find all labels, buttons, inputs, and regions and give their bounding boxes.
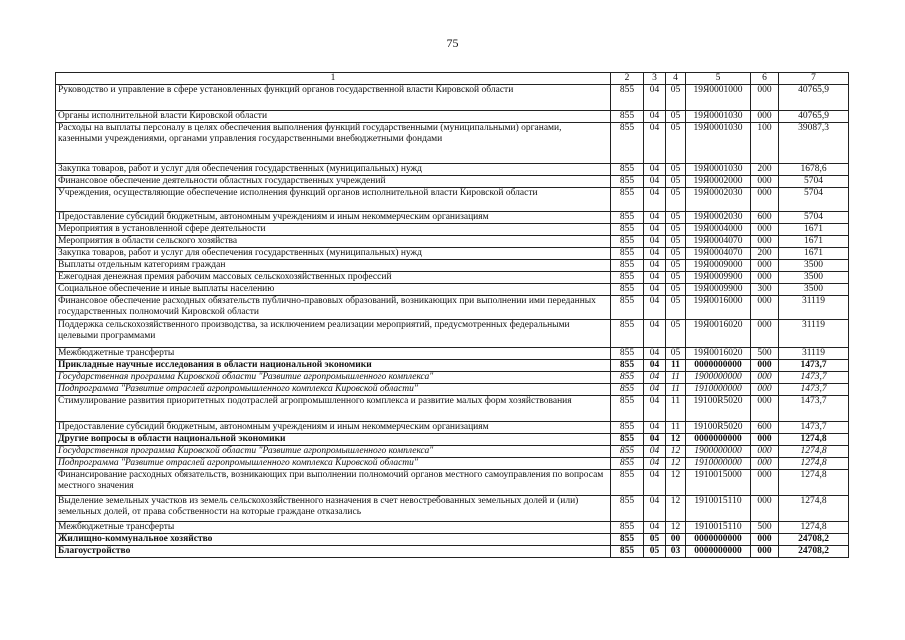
row-ministry-code: 855	[611, 360, 644, 372]
row-target-article: 19Я0016020	[686, 348, 751, 360]
row-ministry-code: 855	[611, 111, 644, 123]
column-header: 1	[56, 73, 611, 85]
row-ministry-code: 855	[611, 236, 644, 248]
row-expense-type: 000	[751, 360, 779, 372]
row-expense-type: 000	[751, 176, 779, 188]
row-amount: 1473,7	[779, 360, 849, 372]
row-expense-type: 000	[751, 470, 779, 496]
row-amount: 31119	[779, 348, 849, 360]
row-ministry-code: 855	[611, 546, 644, 558]
row-target-article: 0000000000	[686, 434, 751, 446]
row-amount: 1274,8	[779, 470, 849, 496]
row-target-article: 0000000000	[686, 360, 751, 372]
row-name: Мероприятия в области сельского хозяйства	[56, 236, 611, 248]
column-header: 4	[666, 73, 686, 85]
row-target-article: 1900000000	[686, 372, 751, 384]
row-expense-type: 300	[751, 284, 779, 296]
row-amount: 3500	[779, 260, 849, 272]
row-section-code: 04	[644, 260, 666, 272]
row-amount: 40765,9	[779, 85, 849, 111]
row-amount: 5704	[779, 188, 849, 212]
row-section-code: 04	[644, 85, 666, 111]
row-expense-type: 200	[751, 164, 779, 176]
row-amount: 1678,6	[779, 164, 849, 176]
row-ministry-code: 855	[611, 272, 644, 284]
row-section-code: 04	[644, 422, 666, 434]
row-ministry-code: 855	[611, 396, 644, 422]
row-ministry-code: 855	[611, 534, 644, 546]
row-section-code: 04	[644, 458, 666, 470]
row-target-article: 1910015110	[686, 496, 751, 522]
column-header: 7	[779, 73, 849, 85]
row-amount: 24708,2	[779, 534, 849, 546]
row-subsection-code: 05	[666, 123, 686, 164]
row-subsection-code: 12	[666, 446, 686, 458]
row-subsection-code: 05	[666, 320, 686, 348]
row-target-article: 19100R5020	[686, 396, 751, 422]
row-subsection-code: 00	[666, 534, 686, 546]
row-amount: 1274,8	[779, 434, 849, 446]
row-subsection-code: 05	[666, 296, 686, 320]
row-expense-type: 000	[751, 188, 779, 212]
row-amount: 40765,9	[779, 111, 849, 123]
row-section-code: 04	[644, 188, 666, 212]
row-name: Органы исполнительной власти Кировской области	[56, 111, 611, 123]
row-target-article: 19Я0002030	[686, 212, 751, 224]
table-row	[56, 176, 849, 188]
row-section-code: 04	[644, 123, 666, 164]
row-name: Закупка товаров, работ и услуг для обеспечения государственных (муниципальных) нужд	[56, 164, 611, 176]
row-section-code: 04	[644, 212, 666, 224]
row-expense-type: 000	[751, 434, 779, 446]
table-row	[56, 85, 849, 111]
row-target-article: 19Я0016020	[686, 320, 751, 348]
row-target-article: 19Я0009900	[686, 272, 751, 284]
row-target-article: 1900000000	[686, 446, 751, 458]
table-row	[56, 212, 849, 224]
row-section-code: 04	[644, 384, 666, 396]
row-expense-type: 000	[751, 446, 779, 458]
row-name: Финансовое обеспечение деятельности областных государственных учреждений	[56, 176, 611, 188]
row-ministry-code: 855	[611, 248, 644, 260]
row-name: Финансирование расходных обязательств, возникающих при выполнении полномочий органов местного самоуправления по вопросам местного значения	[56, 470, 611, 496]
row-section-code: 04	[644, 284, 666, 296]
row-name: Ежегодная денежная премия рабочим массовых сельскохозяйственных профессий	[56, 272, 611, 284]
row-amount: 1274,8	[779, 522, 849, 534]
row-ministry-code: 855	[611, 384, 644, 396]
row-name: Межбюджетные трансферты	[56, 348, 611, 360]
row-ministry-code: 855	[611, 85, 644, 111]
row-subsection-code: 05	[666, 176, 686, 188]
row-subsection-code: 11	[666, 372, 686, 384]
row-ministry-code: 855	[611, 164, 644, 176]
row-name: Расходы на выплаты персоналу в целях обеспечения выполнения функций государственными (муниципальными) органами, казенными учреждениями, органами управления государственными внебюджетными фондами	[56, 123, 611, 164]
row-section-code: 04	[644, 236, 666, 248]
row-ministry-code: 855	[611, 260, 644, 272]
row-subsection-code: 12	[666, 434, 686, 446]
row-subsection-code: 05	[666, 236, 686, 248]
row-expense-type: 500	[751, 348, 779, 360]
row-name: Мероприятия в установленной сфере деятельности	[56, 224, 611, 236]
row-section-code: 04	[644, 360, 666, 372]
row-section-code: 04	[644, 176, 666, 188]
page-number: 75	[446, 36, 459, 50]
table-row	[56, 296, 849, 320]
row-target-article: 19Я0016000	[686, 296, 751, 320]
row-target-article: 19Я0009000	[686, 260, 751, 272]
row-name: Руководство и управление в сфере установленных функций органов государственной власти Кировской области	[56, 85, 611, 111]
row-section-code: 04	[644, 164, 666, 176]
row-name: Социальное обеспечение и иные выплаты населению	[56, 284, 611, 296]
row-name: Межбюджетные трансферты	[56, 522, 611, 534]
table-row	[56, 396, 849, 422]
row-section-code: 04	[644, 111, 666, 123]
row-name: Закупка товаров, работ и услуг для обеспечения государственных (муниципальных) нужд	[56, 248, 611, 260]
row-section-code: 04	[644, 272, 666, 284]
row-subsection-code: 05	[666, 224, 686, 236]
table-row	[56, 188, 849, 212]
table-row	[56, 320, 849, 348]
row-subsection-code: 11	[666, 396, 686, 422]
row-expense-type: 000	[751, 272, 779, 284]
row-amount: 1473,7	[779, 372, 849, 384]
row-section-code: 04	[644, 248, 666, 260]
row-target-article: 19100R5020	[686, 422, 751, 434]
row-amount: 1473,7	[779, 422, 849, 434]
row-name: Подпрограмма "Развитие отраслей агропромышленного комплекса Кировской области"	[56, 458, 611, 470]
table-row	[56, 458, 849, 470]
table-row	[56, 260, 849, 272]
row-amount: 1274,8	[779, 496, 849, 522]
row-target-article: 19Я0002000	[686, 176, 751, 188]
row-amount: 1274,8	[779, 458, 849, 470]
row-name: Предоставление субсидий бюджетным, автономным учреждениям и иным некоммерческим организациям	[56, 212, 611, 224]
row-subsection-code: 12	[666, 496, 686, 522]
row-target-article: 19Я0004070	[686, 236, 751, 248]
row-section-code: 04	[644, 496, 666, 522]
row-amount: 39087,3	[779, 123, 849, 164]
table-row	[56, 422, 849, 434]
row-section-code: 04	[644, 320, 666, 348]
table-row	[56, 434, 849, 446]
table-row	[56, 284, 849, 296]
table-row	[56, 224, 849, 236]
row-expense-type: 000	[751, 236, 779, 248]
row-name: Выделение земельных участков из земель сельскохозяйственного назначения в счет невостребованных земельных долей и (или) земельных долей, от права собственности на которые граждане отказались	[56, 496, 611, 522]
row-target-article: 0000000000	[686, 534, 751, 546]
row-section-code: 05	[644, 534, 666, 546]
row-expense-type: 100	[751, 123, 779, 164]
row-amount: 1671	[779, 236, 849, 248]
row-ministry-code: 855	[611, 296, 644, 320]
row-section-code: 04	[644, 446, 666, 458]
row-ministry-code: 855	[611, 188, 644, 212]
row-subsection-code: 05	[666, 85, 686, 111]
row-amount: 3500	[779, 272, 849, 284]
row-subsection-code: 11	[666, 384, 686, 396]
row-subsection-code: 05	[666, 164, 686, 176]
row-amount: 31119	[779, 296, 849, 320]
table-row	[56, 360, 849, 372]
row-name: Другие вопросы в области национальной экономики	[56, 434, 611, 446]
column-header: 2	[611, 73, 644, 85]
row-subsection-code: 05	[666, 348, 686, 360]
row-ministry-code: 855	[611, 434, 644, 446]
table-row	[56, 111, 849, 123]
row-section-code: 04	[644, 396, 666, 422]
row-subsection-code: 05	[666, 272, 686, 284]
row-amount: 1274,8	[779, 446, 849, 458]
row-ministry-code: 855	[611, 522, 644, 534]
table-row	[56, 546, 849, 558]
row-name: Подпрограмма "Развитие отраслей агропромышленного комплекса Кировской области"	[56, 384, 611, 396]
table-row	[56, 164, 849, 176]
row-expense-type: 600	[751, 212, 779, 224]
row-subsection-code: 11	[666, 360, 686, 372]
row-ministry-code: 855	[611, 284, 644, 296]
row-expense-type: 200	[751, 248, 779, 260]
row-subsection-code: 11	[666, 422, 686, 434]
table-row	[56, 534, 849, 546]
row-subsection-code: 12	[666, 470, 686, 496]
row-subsection-code: 05	[666, 284, 686, 296]
row-expense-type: 600	[751, 422, 779, 434]
row-expense-type: 000	[751, 372, 779, 384]
column-header: 5	[686, 73, 751, 85]
row-section-code: 04	[644, 434, 666, 446]
row-expense-type: 000	[751, 458, 779, 470]
row-ministry-code: 855	[611, 446, 644, 458]
table-row	[56, 272, 849, 284]
row-ministry-code: 855	[611, 320, 644, 348]
row-expense-type: 000	[751, 534, 779, 546]
row-ministry-code: 855	[611, 123, 644, 164]
row-expense-type: 000	[751, 396, 779, 422]
row-expense-type: 000	[751, 546, 779, 558]
row-expense-type: 000	[751, 296, 779, 320]
row-amount: 5704	[779, 212, 849, 224]
row-amount: 1671	[779, 224, 849, 236]
table-row	[56, 123, 849, 164]
row-amount: 24708,2	[779, 546, 849, 558]
row-ministry-code: 855	[611, 496, 644, 522]
row-amount: 5704	[779, 176, 849, 188]
row-name: Прикладные научные исследования в области национальной экономики	[56, 360, 611, 372]
row-target-article: 19Я0009900	[686, 284, 751, 296]
row-target-article: 19Я0002030	[686, 188, 751, 212]
row-expense-type: 000	[751, 85, 779, 111]
row-subsection-code: 05	[666, 212, 686, 224]
row-expense-type: 000	[751, 496, 779, 522]
row-amount: 1473,7	[779, 384, 849, 396]
row-expense-type: 000	[751, 320, 779, 348]
row-subsection-code: 12	[666, 458, 686, 470]
row-section-code: 04	[644, 522, 666, 534]
row-ministry-code: 855	[611, 422, 644, 434]
table-row	[56, 446, 849, 458]
row-expense-type: 500	[751, 522, 779, 534]
row-expense-type: 000	[751, 111, 779, 123]
row-target-article: 19Я0004070	[686, 248, 751, 260]
row-subsection-code: 05	[666, 188, 686, 212]
row-amount: 31119	[779, 320, 849, 348]
row-section-code: 04	[644, 372, 666, 384]
row-amount: 1473,7	[779, 396, 849, 422]
table-row	[56, 348, 849, 360]
row-subsection-code: 05	[666, 248, 686, 260]
row-name: Поддержка сельскохозяйственного производства, за исключением реализации мероприятий, предусмотренных федеральными целевыми программами	[56, 320, 611, 348]
row-target-article: 1910000000	[686, 458, 751, 470]
table-row	[56, 372, 849, 384]
budget-table	[55, 72, 849, 558]
row-section-code: 05	[644, 546, 666, 558]
row-target-article: 1910015000	[686, 470, 751, 496]
row-expense-type: 000	[751, 384, 779, 396]
row-name: Стимулирование развития приоритетных подотраслей агропромышленного комплекса и развитие малых форм хозяйствования	[56, 396, 611, 422]
row-subsection-code: 12	[666, 522, 686, 534]
row-subsection-code: 05	[666, 260, 686, 272]
row-ministry-code: 855	[611, 176, 644, 188]
row-expense-type: 000	[751, 224, 779, 236]
row-name: Благоустройство	[56, 546, 611, 558]
row-ministry-code: 855	[611, 224, 644, 236]
row-ministry-code: 855	[611, 372, 644, 384]
row-section-code: 04	[644, 224, 666, 236]
column-header: 6	[751, 73, 779, 85]
row-section-code: 04	[644, 296, 666, 320]
row-ministry-code: 855	[611, 458, 644, 470]
row-target-article: 19Я0001030	[686, 164, 751, 176]
table-row	[56, 248, 849, 260]
row-ministry-code: 855	[611, 470, 644, 496]
row-ministry-code: 855	[611, 348, 644, 360]
row-ministry-code: 855	[611, 212, 644, 224]
row-name: Государственная программа Кировской области "Развитие агропромышленного комплекса"	[56, 446, 611, 458]
row-target-article: 19Я0001030	[686, 111, 751, 123]
row-target-article: 1910000000	[686, 384, 751, 396]
row-target-article: 19Я0004000	[686, 224, 751, 236]
row-amount: 3500	[779, 284, 849, 296]
table-row	[56, 236, 849, 248]
row-section-code: 04	[644, 348, 666, 360]
row-target-article: 0000000000	[686, 546, 751, 558]
row-target-article: 19Я0001030	[686, 123, 751, 164]
table-row	[56, 496, 849, 522]
row-amount: 1671	[779, 248, 849, 260]
row-section-code: 04	[644, 470, 666, 496]
row-name: Жилищно-коммунальное хозяйство	[56, 534, 611, 546]
row-name: Учреждения, осуществляющие обеспечение исполнения функций органов исполнительной власти Кировской области	[56, 188, 611, 212]
row-name: Государственная программа Кировской области "Развитие агропромышленного комплекса"	[56, 372, 611, 384]
column-header: 3	[644, 73, 666, 85]
row-target-article: 19Я0001000	[686, 85, 751, 111]
row-subsection-code: 05	[666, 111, 686, 123]
table-row	[56, 384, 849, 396]
row-subsection-code: 03	[666, 546, 686, 558]
table-row	[56, 522, 849, 534]
table-header-row	[56, 73, 849, 85]
row-target-article: 1910015110	[686, 522, 751, 534]
row-expense-type: 000	[751, 260, 779, 272]
table-row	[56, 470, 849, 496]
row-name: Финансовое обеспечение расходных обязательств публично-правовых образований, возникающих при выполнении ими переданных государственных полномочий Кировской области	[56, 296, 611, 320]
row-name: Выплаты отдельным категориям граждан	[56, 260, 611, 272]
row-name: Предоставление субсидий бюджетным, автономным учреждениям и иным некоммерческим организациям	[56, 422, 611, 434]
